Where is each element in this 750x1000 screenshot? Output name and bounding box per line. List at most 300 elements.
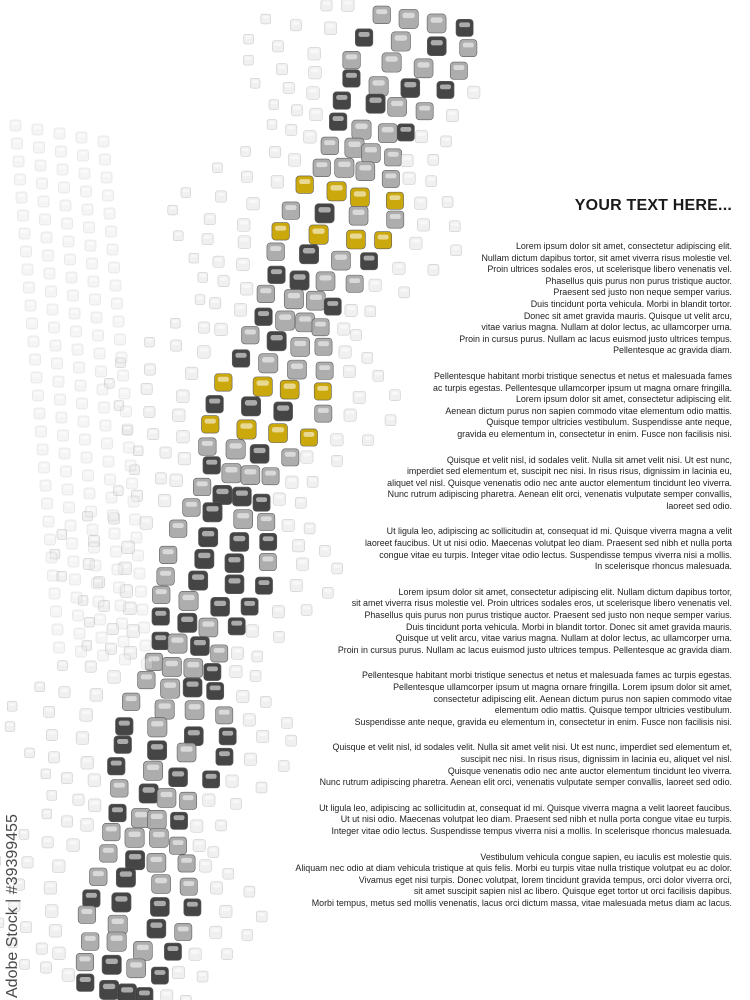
chrome-cube [150, 897, 169, 916]
text-line: Quisque tempor ultricies vestibulum. Suspendisse ante neque, [486, 417, 732, 428]
faded-cube [124, 442, 135, 453]
faded-cube [25, 748, 35, 758]
faded-cube [198, 346, 211, 359]
faded-cube [81, 756, 94, 769]
faded-cube [52, 358, 63, 369]
faded-cube [105, 474, 116, 485]
gold-cube [386, 192, 403, 209]
faded-cube [247, 197, 260, 210]
chrome-cube [366, 94, 385, 113]
faded-cube [117, 618, 128, 629]
chrome-cube [349, 206, 368, 225]
faded-cube [43, 516, 54, 527]
faded-cube [49, 588, 60, 599]
faded-cube [116, 352, 127, 363]
stock-watermark-id: Adobe Stock | #39399455 [4, 814, 21, 998]
faded-cube [244, 886, 255, 897]
chrome-cube [178, 855, 195, 872]
faded-cube [78, 416, 89, 427]
faded-cube [68, 290, 79, 301]
faded-cube [53, 947, 66, 960]
chrome-cube [206, 395, 224, 413]
faded-cube [104, 208, 115, 219]
gold-cube [253, 377, 272, 396]
faded-cube [111, 546, 122, 557]
faded-cube [141, 383, 152, 394]
faded-cube [25, 300, 36, 311]
faded-cube [61, 772, 72, 783]
faded-cube [12, 138, 23, 149]
faded-cube [148, 429, 159, 440]
faded-cube [41, 232, 52, 243]
chrome-cube [321, 137, 339, 155]
chrome-cube [253, 494, 270, 511]
faded-cube [62, 218, 73, 229]
text-line: Pellentesque ullamcorper ipsum ut magna ornare fringilla. Lorem ipsum dolor sit amet, [393, 682, 732, 692]
faded-cube [58, 430, 69, 441]
faded-cube [231, 798, 242, 809]
chrome-cube [111, 780, 129, 798]
chrome-cube [203, 503, 222, 522]
text-line: Nullam dictum dapibus tortor, sit amet viverra risus molestie vel. [481, 252, 732, 263]
chrome-cube [257, 285, 275, 303]
faded-cube [73, 794, 84, 805]
chrome-cube [460, 40, 477, 57]
chrome-cube [114, 736, 132, 754]
chrome-cube [373, 6, 391, 24]
chrome-cube [149, 828, 168, 847]
faded-cube [36, 943, 47, 954]
faded-cube [210, 298, 221, 309]
faded-cube [89, 542, 100, 553]
faded-cube [441, 136, 452, 147]
faded-cube [271, 175, 284, 188]
text-line: congue vitae eu turpis. Integer vitae odio lectus. Suspendisse tempus viverra nisi a mollis. [379, 549, 732, 560]
faded-cube [30, 354, 41, 365]
faded-cube [142, 658, 153, 669]
faded-cube [98, 650, 109, 661]
faded-cube [63, 236, 74, 247]
faded-cube [244, 753, 256, 765]
chrome-cube [78, 906, 96, 924]
chrome-cube [152, 608, 170, 626]
faded-cube [35, 682, 45, 692]
faded-cube [80, 434, 91, 445]
text-line: sit amet viverra risus molestie vel. Proin ultrices sodales eros, ut scelerisque libero venenatis vel. [351, 598, 732, 609]
text-line: imperdiet sed elementum et, suscipit nec nisi. In risus risus, dignissim in lacinia eu, [406, 466, 732, 477]
faded-cube [109, 528, 120, 539]
faded-cube [172, 409, 185, 422]
faded-cube [140, 640, 151, 651]
chrome-cube [190, 637, 209, 656]
chrome-cube [177, 743, 196, 762]
faded-cube [158, 494, 171, 507]
text-line: elementum odio mattis. Quisque tempor ultricies vestibulum. [494, 705, 732, 716]
text-line: Pellentesque habitant morbi tristique senectus et netus et malesuada fames [434, 370, 732, 381]
faded-cube [38, 196, 49, 207]
chrome-cube [136, 987, 153, 1000]
chrome-cube [160, 679, 179, 698]
faded-cube [250, 78, 260, 88]
chrome-cube [152, 632, 170, 650]
chrome-cube [355, 29, 373, 47]
text-line: Phasellus quis purus non purus tristique auctor. [545, 275, 732, 286]
chrome-cube [193, 478, 211, 496]
text-line: aliquet vel nisl. Quisque venenatis odio nec ante auctor elementum tincidunt leo viverra. [387, 477, 732, 488]
faded-cube [120, 654, 131, 665]
chrome-cube [259, 553, 276, 570]
faded-cube [21, 922, 32, 933]
text-line: Morbi tempus, metus sed mollis venenatis, lacus orci dictum massa, vitae malesuada metus diam ac lacus. [311, 897, 732, 908]
text-line: Ut ligula leo, adipiscing ac sollicitudin at, consequat id mi. Quisque viverra magna a velit [386, 526, 732, 537]
faded-cube [56, 412, 67, 423]
faded-cube [84, 617, 94, 627]
chrome-cube [107, 932, 126, 951]
faded-cube [125, 460, 136, 471]
faded-cube [133, 550, 144, 561]
faded-cube [53, 376, 64, 387]
faded-cube [61, 816, 72, 827]
chrome-cube [109, 804, 127, 822]
faded-cube [62, 969, 75, 982]
faded-cube [160, 447, 171, 458]
faded-cube [446, 109, 458, 121]
chrome-cube [139, 784, 158, 803]
text-line: Praesent sed justo non neque semper varius. [553, 287, 732, 298]
chrome-cube [76, 974, 94, 992]
faded-cube [78, 150, 89, 161]
faded-cube [79, 168, 90, 179]
chrome-cube [313, 159, 331, 177]
chrome-cube [387, 211, 404, 228]
faded-cube [44, 881, 57, 894]
text-line: Pellentesque habitant morbi tristique senectus et netus et malesuada fames ac turpis egestas. [361, 670, 732, 681]
faded-cube [272, 41, 283, 52]
faded-cube [208, 847, 219, 858]
faded-cube [48, 570, 59, 581]
faded-cube [18, 210, 29, 221]
faded-cube [86, 506, 97, 517]
text-line: suscipit nec nisi. In risus risus, dignissim in lacinia eu, aliquet vel nisl. [460, 753, 732, 764]
chrome-cube [175, 923, 192, 940]
faded-cube [291, 105, 302, 116]
text-line: Integer vitae odio lectus. Suspendisse tempus viverra nisi a mollis. In scelerisque rhoncus malesuada. [331, 825, 732, 836]
chrome-cube [143, 761, 162, 780]
faded-cube [76, 132, 87, 143]
faded-cube [260, 696, 271, 707]
chrome-cube [169, 837, 186, 854]
faded-cube [281, 717, 292, 728]
faded-cube [84, 222, 95, 233]
chrome-cube [388, 97, 407, 116]
faded-cube [244, 34, 254, 44]
chrome-cube [232, 487, 251, 506]
faded-cube [307, 87, 320, 100]
chrome-cube [241, 397, 260, 416]
faded-cube [46, 552, 57, 563]
faded-cube [308, 47, 321, 60]
faded-cube [90, 689, 103, 702]
faded-cube [261, 14, 271, 24]
text-line: Vivamus eget nisi turpis. Donec volutpat, lorem tincidunt gravida tempus, orci dolor viverra orci, [358, 874, 732, 885]
faded-cube [93, 596, 104, 607]
faded-cube [47, 790, 57, 800]
faded-cube [36, 426, 47, 437]
faded-cube [47, 304, 58, 315]
chrome-cube [184, 659, 203, 678]
faded-cube [202, 233, 213, 244]
faded-cube [49, 924, 62, 937]
faded-cube [49, 322, 60, 333]
chrome-cube [188, 571, 207, 590]
text-line: laoreet sed odio. [666, 500, 732, 511]
chrome-cube [369, 77, 388, 96]
faded-cube [59, 448, 70, 459]
faded-cube [73, 610, 84, 621]
chrome-cube [343, 70, 361, 88]
chrome-cube [133, 941, 152, 960]
text-line: Aliquam nec odio at diam vehicula tristique at quis felis. Morbi eu turpis vitae nulla tristique volutpat eu ac dolor. [295, 863, 732, 874]
chrome-cube [122, 693, 140, 711]
faded-cube [103, 190, 114, 201]
faded-cube [191, 820, 203, 832]
faded-cube [216, 820, 227, 831]
faded-cube [213, 163, 223, 173]
faded-cube [100, 420, 111, 431]
chrome-cube [315, 204, 334, 223]
chrome-cube [234, 510, 253, 529]
text-line: ac turpis egestas. Pellentesque ullamcorper ipsum ut magna ornare fringilla. [433, 382, 732, 393]
faded-cube [76, 732, 89, 745]
gold-cube [237, 420, 256, 439]
faded-cube [91, 312, 102, 323]
chrome-cube [112, 893, 131, 912]
faded-cube [92, 578, 103, 589]
text-line: Quisque ut velit arcu, vitae varius magna. Nullam at dolor lectus, ac ullamcorper urna. [395, 633, 732, 644]
text-line: In scelerisque rhoncus malesuada. [594, 561, 732, 572]
faded-cube [81, 452, 92, 463]
faded-cube [95, 614, 106, 625]
faded-cube [130, 514, 141, 525]
chrome-cube [268, 266, 286, 284]
faded-cube [13, 156, 24, 167]
faded-cube [85, 240, 96, 251]
faded-cube [134, 568, 145, 579]
faded-cube [74, 628, 85, 639]
faded-cube [290, 20, 301, 31]
faded-cube [428, 154, 439, 165]
faded-cube [57, 164, 68, 175]
text-line: Lorem ipsum dolor sit amet, consectetur adipiscing elit. Nullam dictum dapibus tortor, [398, 586, 732, 597]
chrome-cube [118, 984, 137, 1000]
faded-cube [115, 600, 126, 611]
faded-cube [241, 171, 252, 182]
gold-cube [215, 374, 233, 392]
chrome-cube [204, 663, 221, 680]
gold-cube [296, 176, 314, 194]
faded-cube [61, 466, 72, 477]
chrome-cube [155, 700, 174, 719]
faded-cube [272, 606, 284, 618]
chrome-cube [125, 828, 144, 847]
chrome-cube [222, 464, 241, 483]
chrome-cube [282, 202, 300, 220]
text-line: Phasellus quis purus non purus tristique auctor. Praesent sed justo non neque semper varius. [364, 610, 732, 621]
chrome-cube [157, 568, 175, 586]
chrome-cube [195, 549, 214, 568]
faded-cube [278, 761, 289, 772]
faded-cube [80, 709, 93, 722]
faded-cube [273, 631, 284, 642]
gold-cube [201, 416, 219, 434]
chrome-cube [456, 19, 473, 36]
chrome-cube [199, 618, 218, 637]
faded-cube [45, 534, 56, 545]
faded-cube [0, 856, 1, 866]
faded-cube [24, 282, 35, 293]
faded-cube [121, 406, 132, 417]
chrome-cube [241, 598, 258, 615]
faded-cube [257, 730, 269, 742]
faded-cube [22, 264, 33, 275]
faded-cube [72, 344, 83, 355]
faded-cube [403, 172, 415, 184]
faded-cube [426, 176, 437, 187]
chrome-cube [203, 457, 221, 475]
faded-cube [99, 402, 110, 413]
faded-cube [269, 146, 280, 157]
text-line: gravida eu elementum in, consectetur in enim. Fusce non facilisis nisi. [457, 428, 732, 439]
faded-cube [60, 200, 71, 211]
faded-cube [83, 470, 94, 481]
chrome-cube [267, 331, 286, 350]
faded-cube [139, 622, 150, 633]
faded-cube [449, 221, 460, 232]
faded-cube [177, 430, 190, 443]
faded-cube [88, 799, 101, 812]
chrome-cube [401, 79, 420, 98]
chrome-cube [116, 868, 135, 887]
faded-cube [199, 860, 211, 872]
faded-cube [180, 995, 191, 1000]
faded-cube [52, 860, 65, 873]
faded-cube [101, 172, 112, 183]
faded-cube [57, 530, 67, 540]
faded-cube [128, 496, 139, 507]
chrome-cube [213, 485, 232, 504]
chrome-cube [450, 62, 467, 79]
faded-cube [243, 55, 253, 65]
faded-cube [76, 646, 87, 657]
faded-cube [136, 586, 147, 597]
faded-cube [189, 253, 199, 263]
text-line: laoreet faucibus. Ut ut nisi odio. Maecenas volutpat leo diam. Praesent sed nibh et nulla porta [364, 538, 732, 549]
faded-cube [144, 337, 154, 347]
faded-cube [231, 647, 243, 659]
chrome-cube [147, 810, 166, 829]
chrome-cube [152, 586, 170, 604]
faded-cube [96, 632, 107, 643]
faded-cube [223, 868, 234, 879]
faded-cube [140, 517, 153, 530]
chrome-cube [183, 678, 202, 697]
text-line: Vestibulum vehicula congue sapien, eu iaculis est molestie quis. [480, 851, 732, 862]
faded-cube [283, 82, 294, 93]
chrome-cube [216, 748, 233, 765]
faded-cube [310, 108, 323, 121]
chrome-cube [427, 37, 446, 56]
chrome-cube [159, 546, 177, 564]
faded-cube [276, 64, 287, 75]
faded-cube [417, 219, 429, 231]
faded-cube [237, 690, 249, 702]
faded-cube [168, 205, 178, 215]
faded-cube [59, 687, 70, 698]
chrome-cube [148, 718, 167, 737]
chrome-cube [352, 120, 371, 139]
chrome-cube [83, 890, 101, 908]
faded-cube [5, 722, 15, 732]
chrome-cube [138, 671, 156, 689]
chrome-cube [255, 308, 273, 326]
chrome-cube [399, 9, 418, 28]
chrome-cube [382, 170, 399, 187]
faded-cube [173, 231, 183, 241]
faded-cube [88, 774, 101, 787]
chrome-cube [90, 868, 108, 886]
text-line: Quisque et velit nisl, id sodales velit. Nulla sit amet velit nisi. Ut est nunc, [446, 454, 732, 465]
chrome-cube [108, 915, 127, 934]
faded-cube [67, 538, 78, 549]
faded-cube [341, 0, 354, 11]
faded-cube [269, 100, 279, 110]
faded-cube [44, 706, 55, 717]
text-line: Duis tincidunt porta vehicula. Morbi in blandit tortor. Donec sit amet gravida mauris. [405, 621, 732, 632]
faded-cube [66, 272, 77, 283]
faded-cube [42, 498, 53, 509]
faded-cube [74, 362, 85, 373]
paragraph-1 [292, 241, 732, 357]
faded-cube [106, 226, 117, 237]
text-line: Donec sit amet gravida mauris. Quisque ut velit arcu, [523, 310, 732, 321]
faded-cube [64, 502, 75, 513]
chrome-cube [333, 92, 351, 110]
faded-cube [40, 962, 51, 973]
chrome-cube [382, 53, 401, 72]
paragraph-3 [292, 455, 732, 513]
faded-cube [100, 154, 111, 165]
faded-cube [273, 493, 285, 505]
chrome-cube [361, 144, 380, 163]
faded-cube [112, 298, 123, 309]
faded-cube [161, 990, 173, 1000]
faded-cube [155, 473, 166, 484]
faded-cube [288, 154, 301, 167]
faded-cube [65, 254, 76, 265]
chrome-cube [157, 788, 176, 807]
faded-cube [96, 366, 107, 377]
faded-cube [240, 282, 253, 295]
chrome-cube [127, 959, 146, 978]
faded-cube [415, 197, 427, 209]
faded-cube [250, 670, 261, 681]
faded-cube [185, 367, 198, 380]
faded-cube [144, 364, 155, 375]
faded-cube [98, 136, 109, 147]
faded-cube [118, 636, 129, 647]
chrome-cube [76, 953, 94, 971]
faded-cube [176, 390, 189, 403]
